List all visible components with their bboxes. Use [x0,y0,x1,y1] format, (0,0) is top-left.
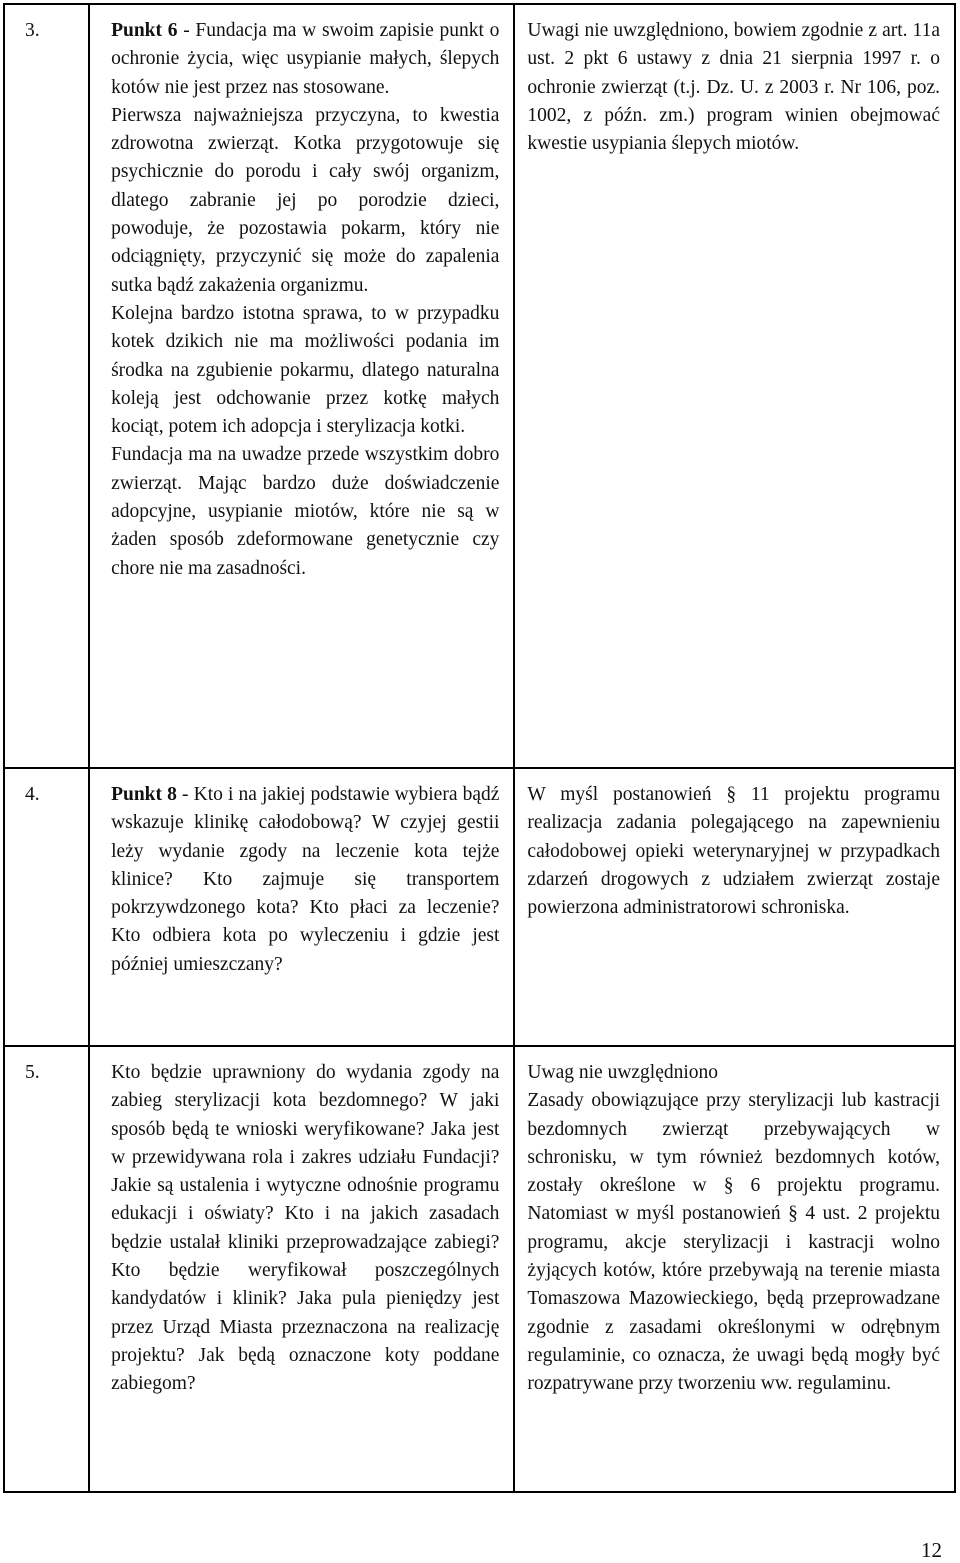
comment-cell [89,4,514,768]
response-paragraph: Zasady obowiązujące przy sterylizacji lub kastracji bezdomnych zwierząt przebywających w schronisku, w tym również bezdomnych kotów, zostały określone w § 6 projektu programu. Natomiast w myśl postanowień § 4 ust. 2 projektu programu, akcje sterylizacji i kastracji wolno żyjących kotów, które przebywają na terenie miasta Tomaszowa Mazowieckiego, będą przeprowadzane zgodnie z zasadami określonymi w odrębnym regulaminie, co oznacza, że uwagi będą mogły być rozpatrywane przy tworzeniu ww. regulaminu. [527,1090,940,1395]
response-paragraph: Uwagi nie uwzględniono, bowiem zgodnie z art. 11a ust. 2 pkt 6 ustawy z dnia 21 sierpnia 1997 r. o ochronie zwierząt (t.j. Dz. U. z 2003 r. Nr 106, poz. 1002, z późn. zm.) program winien obejmować kwestie usypiania ślepych miotów. [527,20,940,155]
point-reference: Punkt 8 [111,784,177,805]
comment-paragraph: Punkt 6 - Fundacja ma w swoim zapisie punkt o ochronie życia, więc usypianie małych, ślepych kotów nie jest przez nas stosowane. [111,20,500,98]
response-paragraph: W myśl postanowień § 11 projektu programu realizacja zadania polegającego na zapewnieniu całodobowej opieki weterynaryjnej w przypadkach zdarzeń drogowych z udziałem zwierząt zostaje powierzona administratorowi schroniska. [527,784,940,919]
table-row [4,4,955,768]
comment-paragraph: Pierwsza najważniejsza przyczyna, to kwestia zdrowotna zwierząt. Kotka przygotowuje się psychicznie do porodu i cały swój organizm, dlatego zabranie jej po porodzie dzieci, powoduje, że pozostawia pokarm, który nie odciągnięty, przyczynić się może do zapalenia sutka bądź zakażenia organizmu. [111,104,500,296]
comments-table [3,3,956,1493]
table-row [4,1046,955,1492]
response-cell [514,768,955,1046]
comment-paragraph: Kolejna bardzo istotna sprawa, to w przypadku kotek dzikich nie ma możliwości podania im środka na zgubienie pokarmu, dlatego naturalna koleją jest odchowanie przez kotkę małych kociąt, potem ich adopcja i sterylizacja kotki. [111,302,500,438]
comment-cell [89,1046,514,1492]
comment-paragraph: Kto będzie uprawniony do wydania zgody na zabieg sterylizacji kota bezdomnego? W jaki sposób będą te wnioski weryfikowane? Jaka jest w przewidywana rola i zakres udziału Fundacji? Jakie są ustalenia i wytyczne odnośnie programu edukacji i oświaty? Kto i na jakich zasadach będzie ustalał kliniki przeprowadzające zabiegi? Kto będzie weryfikował poszczególnych kandydatów i klinik? Jaka pula pieniędzy jest przez Urząd Miasta przeznaczona na realizację projektu? Jak będą oznaczone koty poddane zabiegom? [111,1062,500,1395]
row-number: 3. [4,4,89,768]
response-paragraph: Uwag nie uwzględniono [527,1062,719,1083]
row-number: 5. [4,1046,89,1492]
comment-paragraph: Punkt 8 - Kto i na jakiej podstawie wybiera bądź wskazuje klinikę całodobową? W czyjej gestii leży wydanie zgody na leczenie kota tejże klinice? Kto zajmuje się transportem pokrzywdzonego kota? Kto płaci za leczenie? Kto odbiera kota po wyleczeniu i gdzie jest później umieszczany? [111,784,500,975]
response-cell [514,4,955,768]
comment-paragraph: Fundacja ma na uwadze przede wszystkim dobro zwierząt. Mając bardzo duże doświadczenie adopcyjne, usypianie miotów, które nie są w żaden sposób zdeformowane genetycznie czy chore nie ma zasadności. [111,444,500,579]
row-number: 4. [4,768,89,1046]
comment-cell [89,768,514,1046]
table-row [4,768,955,1046]
response-cell [514,1046,955,1492]
page-number: 12 [921,1538,942,1562]
point-reference: Punkt 6 [111,20,178,41]
